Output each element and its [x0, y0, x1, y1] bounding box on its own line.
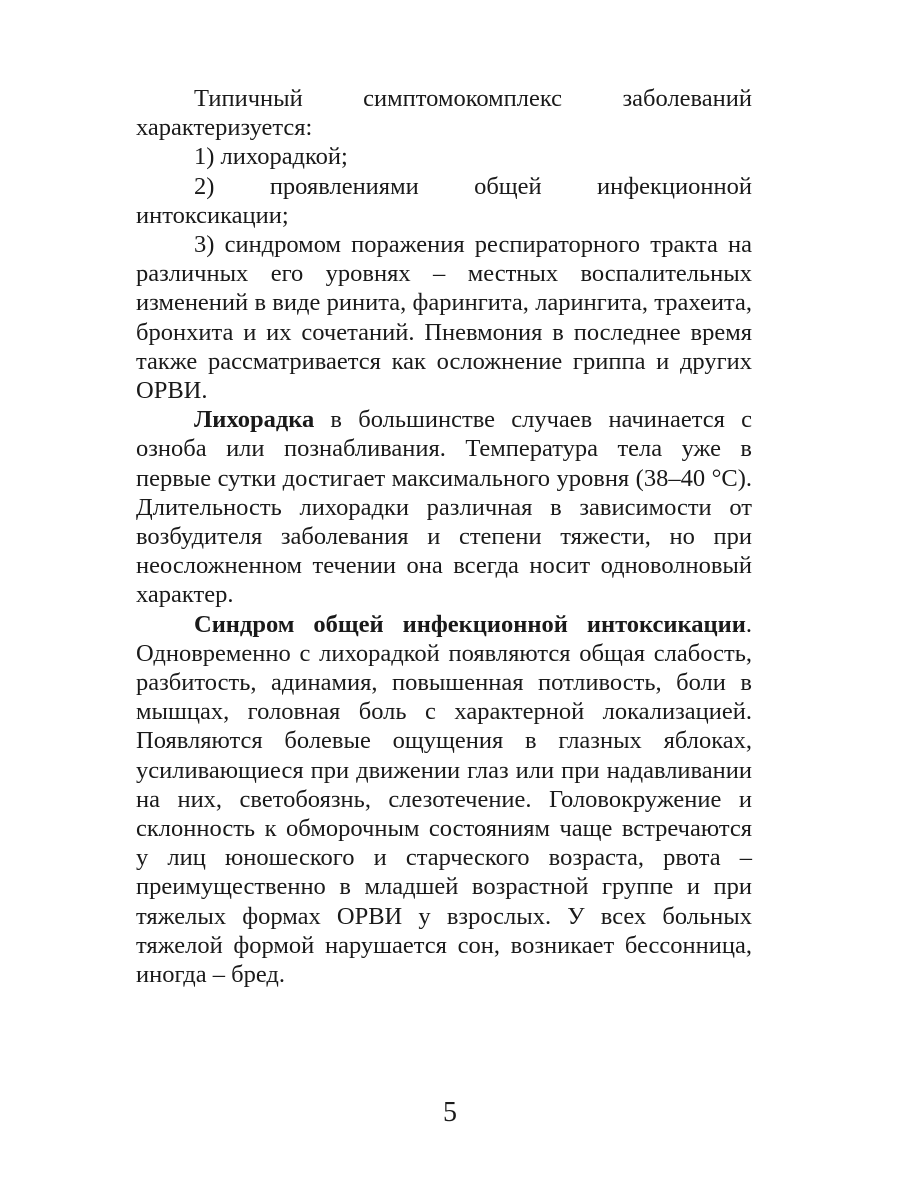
fever-text: в большинстве случаев начинается с озноба или познабливания. Температура тела уже в первые сутки достигает максимального уровня (38–40 °C). Длительность лихорадки различная в зависимости от возбудителя заболевания и степени тяжести, но при неосложненном течении она всегда носит одноволновый характер. — [136, 406, 752, 609]
intoxication-paragraph — [136, 610, 752, 990]
page-number: 5 — [443, 1097, 457, 1128]
intoxication-term: Синдром общей инфекционной интоксикации — [194, 610, 746, 638]
fever-term: Лихорадка — [194, 406, 315, 434]
body-text — [136, 84, 752, 989]
list-item-fever: 1) лихорадкой; — [194, 143, 348, 171]
list-item-intoxication: 2) проявлениями общей инфекционной интоксикации; — [136, 172, 752, 229]
intro-paragraph: Типичный симптомокомплекс заболеваний характеризуется: — [136, 85, 752, 142]
list-item-respiratory: 3) синдромом поражения респираторного тракта на различных его уровнях – местных воспалительных изменений в виде ринита, фарингита, ларингита, трахеита, бронхита и их сочетаний. Пневмония в последнее время также рассматривается как осложнение гриппа и других ОРВИ. — [136, 231, 752, 405]
intoxication-text: . Одновременно с лихорадкой появляются общая слабость, разбитость, адинамия, повышенная потливость, боли в мышцах, головная боль с характерной локализацией. Появляются болевые ощущения в глазных яблоках, усиливающиеся при движении глаз или при надавливании на них, светобоязнь, слезотечение. Головокружение и склонность к обморочным состояниям чаще встречаются у лиц юношеского и старческого возраста, рвота – преимущественно в младшей возрастной группе и при тяжелых формах ОРВИ у взрослых. У всех больных тяжелой формой нарушается сон, возникает бессонница, иногда – бред. — [136, 610, 752, 989]
fever-paragraph — [136, 405, 752, 609]
